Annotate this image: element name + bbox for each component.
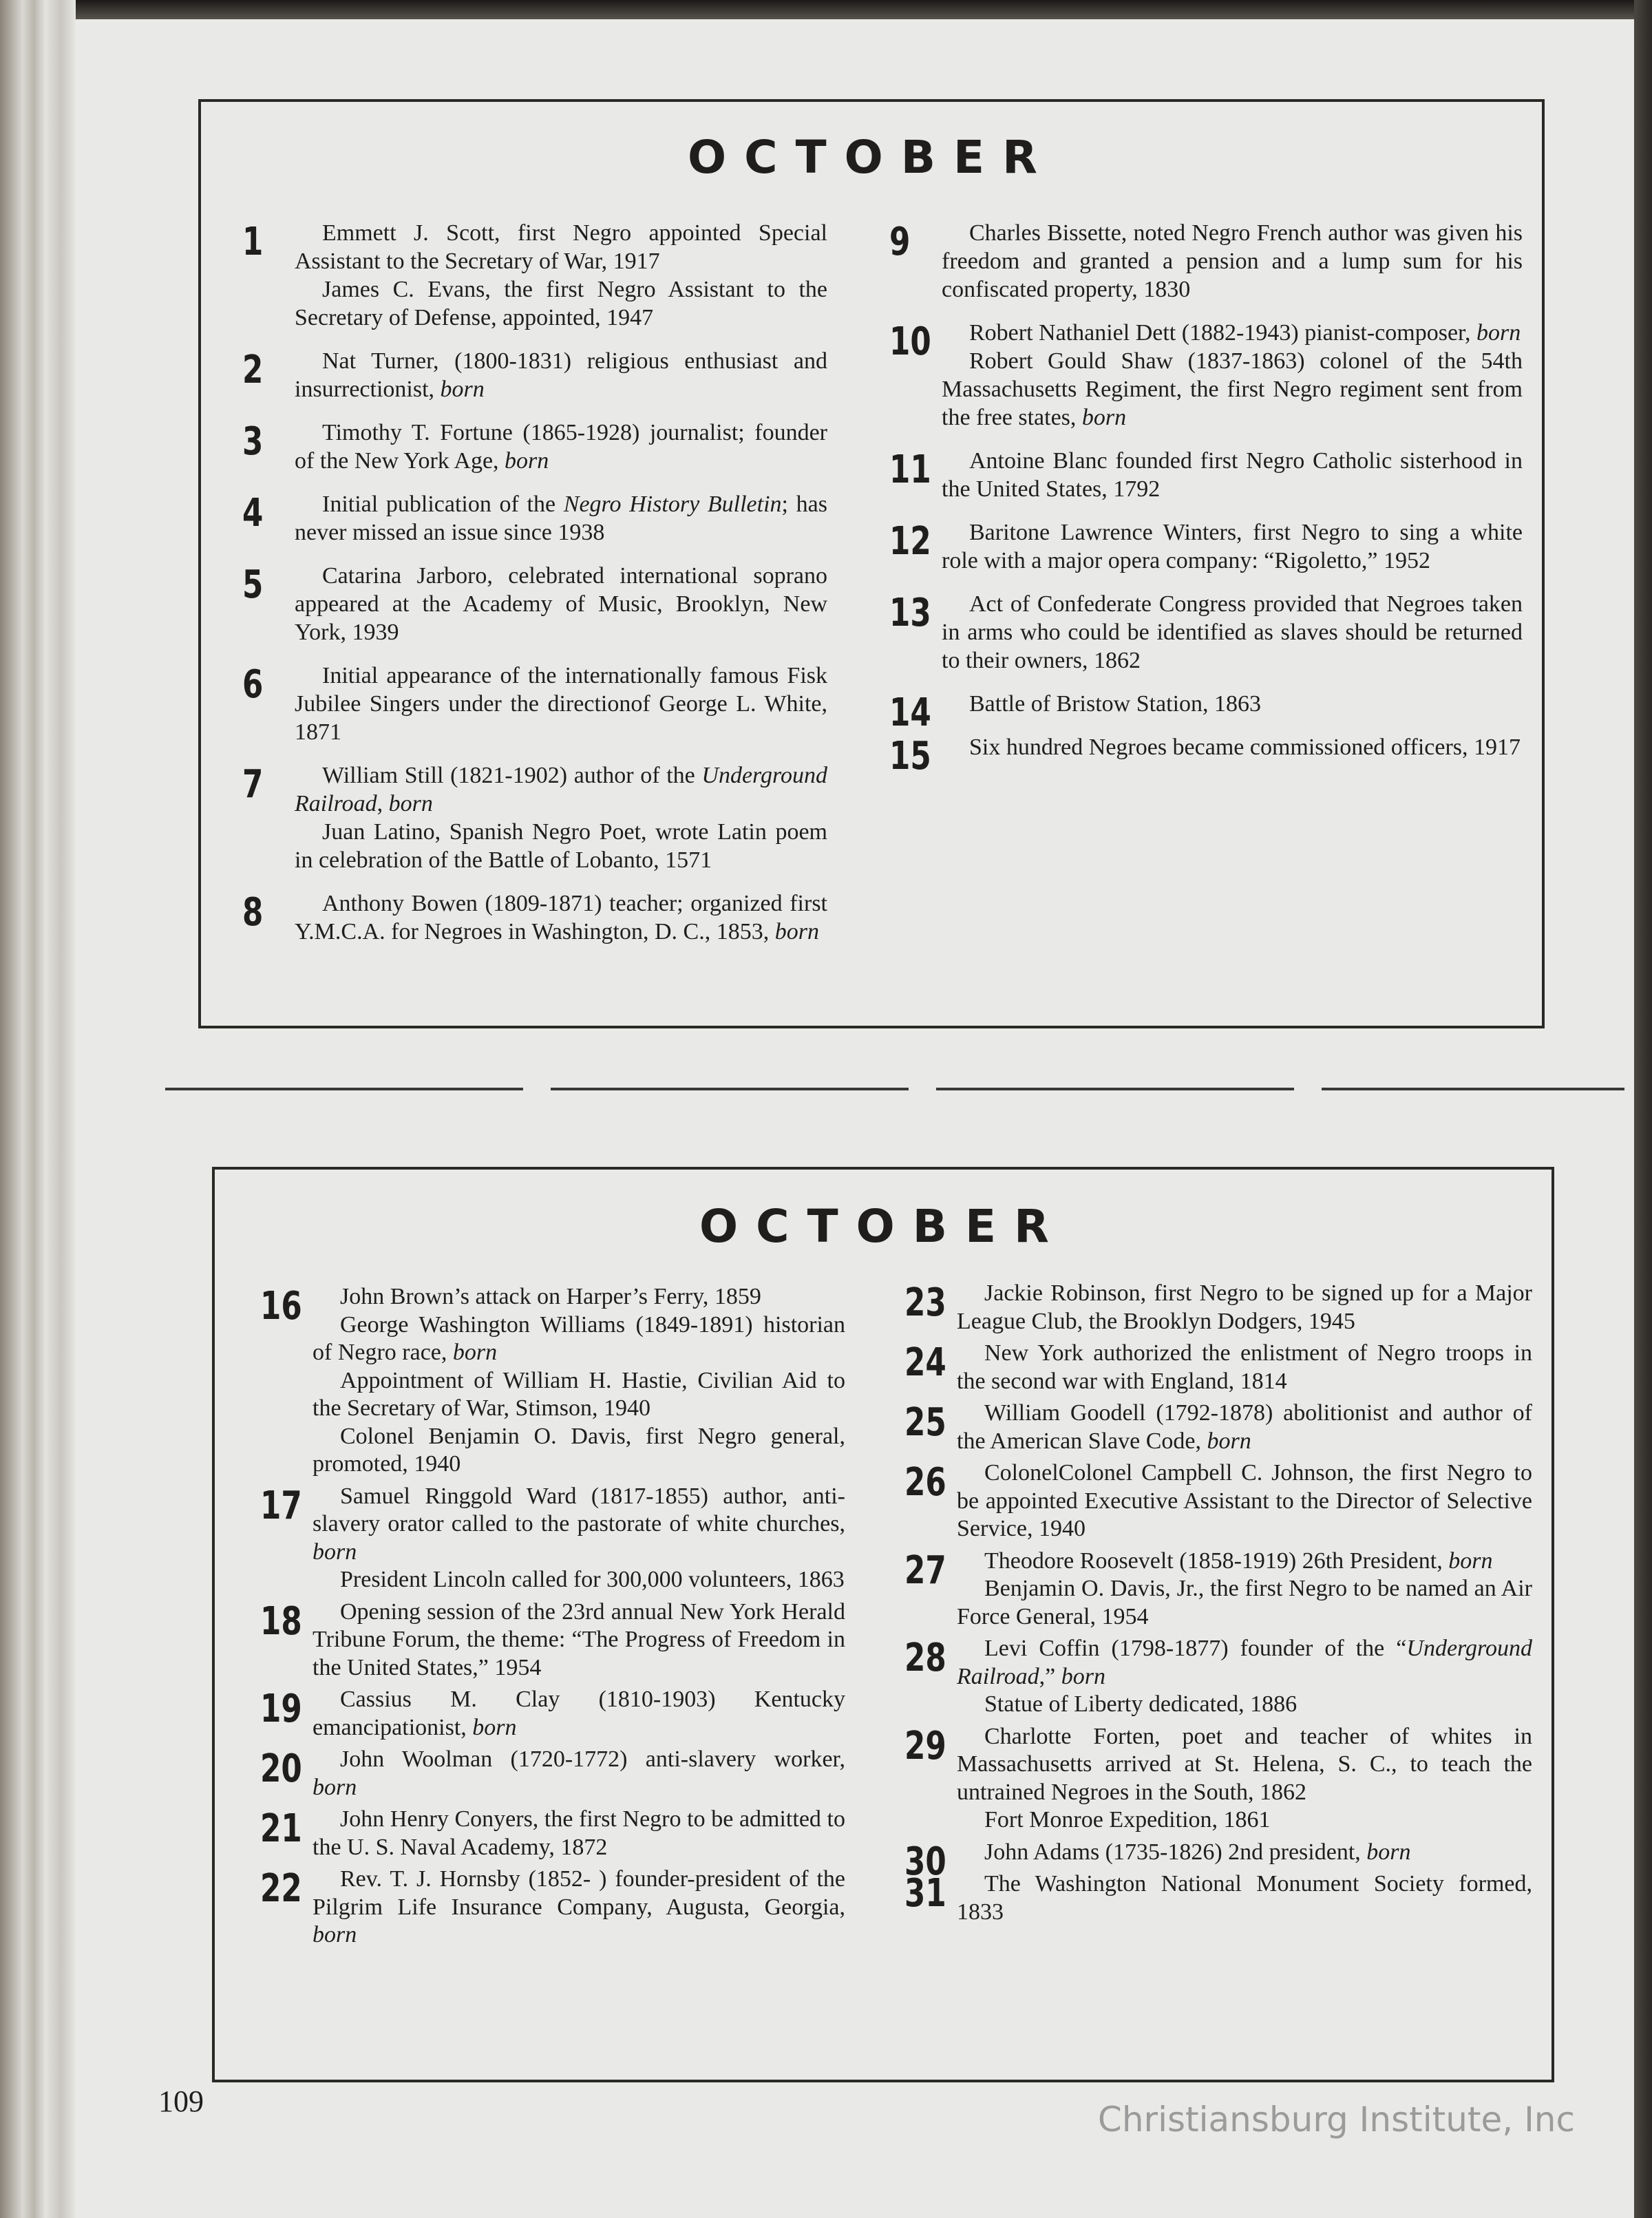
- calendar-entry-21: [260, 1806, 845, 1861]
- calendar-entry-4: [242, 490, 827, 547]
- day-number: 16: [260, 1284, 302, 1329]
- day-number: 24: [904, 1340, 946, 1385]
- page-edge: [0, 0, 76, 2218]
- event-text: James C. Evans, the first Negro Assistant to the Secretary of Defense, appointed, 1947: [295, 277, 827, 330]
- event-text: Initial appearance of the internationally famous Fisk Jubilee Singers under the directionof George L. White, 1871: [295, 663, 827, 745]
- day-number: 27: [904, 1548, 946, 1593]
- event-text: Colonel Benjamin O. Davis, first Negro general, promoted, 1940: [313, 1423, 845, 1477]
- day-number: 17: [260, 1483, 302, 1528]
- day-number: 1: [242, 220, 264, 264]
- day-number: 25: [904, 1400, 946, 1445]
- event-text: Cassius M. Clay (1810-1903) Kentucky emancipationist, born: [313, 1687, 845, 1740]
- day-number: 13: [889, 591, 931, 635]
- day-number: 2: [242, 348, 264, 392]
- calendar-entry-17: [260, 1483, 845, 1594]
- calendar-entry-9: [889, 219, 1523, 304]
- calendar-entry-1: [242, 219, 827, 332]
- day-number: 12: [889, 519, 931, 564]
- divider-dashed-line: [165, 1088, 1624, 1090]
- event-text: Theodore Roosevelt (1858-1919) 26th President, born: [984, 1548, 1493, 1574]
- day-number: 26: [904, 1460, 946, 1505]
- event-text: Statue of Liberty dedicated, 1886: [984, 1691, 1298, 1717]
- calendar-entry-16: [260, 1283, 845, 1479]
- event-text: William Goodell (1792-1878) abolitionist and author of the American Slave Code, born: [957, 1400, 1532, 1454]
- event-text: John Woolman (1720-1772) anti-slavery worker, born: [313, 1746, 845, 1800]
- event-text: President Lincoln called for 300,000 volunteers, 1863: [340, 1567, 845, 1592]
- calendar-entry-30: [904, 1839, 1532, 1884]
- left-column: [242, 219, 827, 961]
- day-number: 23: [904, 1280, 946, 1325]
- day-number: 18: [260, 1598, 302, 1644]
- event-text: John Adams (1735-1826) 2nd president, born: [984, 1839, 1411, 1865]
- day-number: 29: [904, 1723, 946, 1768]
- calendar-entry-14: [889, 690, 1523, 735]
- event-text: Juan Latino, Spanish Negro Poet, wrote Latin poem in celebration of the Battle of Lobanto, 1571: [295, 819, 827, 873]
- event-text: Charles Bissette, noted Negro French author was given his freedom and granted a pension and a lump sum for his confiscated property, 1830: [942, 220, 1523, 302]
- day-number: 8: [242, 890, 264, 935]
- event-text: Act of Confederate Congress provided that Negroes taken in arms who could be identified as slaves should be returned to their owners, 1862: [942, 591, 1523, 673]
- calendar-entry-7: [242, 761, 827, 874]
- right-column: [904, 1280, 1532, 1930]
- event-text: Benjamin O. Davis, Jr., the first Negro to be named an Air Force General, 1954: [957, 1576, 1532, 1629]
- right-shadow: [1634, 0, 1652, 2218]
- day-number: 31: [904, 1871, 946, 1916]
- event-text: Levi Coffin (1798-1877) founder of the “Underground Railroad,” born: [957, 1636, 1532, 1689]
- day-number: 9: [889, 220, 911, 264]
- section-title: OCTOBER: [699, 1200, 1067, 1253]
- day-number: 6: [242, 662, 264, 707]
- calendar-entry-28: [904, 1635, 1532, 1719]
- day-number: 20: [260, 1746, 302, 1791]
- left-column: [260, 1283, 845, 1954]
- day-number: 4: [242, 491, 264, 536]
- calendar-entry-12: [889, 518, 1523, 575]
- day-number: 15: [889, 734, 931, 779]
- calendar-entry-18: [260, 1598, 845, 1682]
- calendar-entry-29: [904, 1723, 1532, 1835]
- event-text: Catarina Jarboro, celebrated international soprano appeared at the Academy of Music, Brooklyn, New York, 1939: [295, 563, 827, 645]
- calendar-entry-31: [904, 1870, 1532, 1926]
- calendar-entry-19: [260, 1686, 845, 1742]
- calendar-entry-15: [889, 733, 1523, 779]
- calendar-entry-27: [904, 1548, 1532, 1631]
- calendar-entry-22: [260, 1866, 845, 1950]
- event-text: George Washington Williams (1849-1891) historian of Negro race, born: [313, 1311, 845, 1365]
- event-text: Opening session of the 23rd annual New York Herald Tribune Forum, the theme: “The Progress of Freedom in the United States,” 1954: [313, 1598, 845, 1680]
- event-text: Initial publication of the Negro History Bulletin; has never missed an issue since 1938: [295, 492, 827, 545]
- event-text: Baritone Lawrence Winters, first Negro to sing a white role with a major opera company: “Rigoletto,” 1952: [942, 520, 1523, 573]
- calendar-entry-2: [242, 347, 827, 403]
- event-text: John Brown’s attack on Harper’s Ferry, 1859: [340, 1284, 761, 1309]
- october-box-2: [212, 1167, 1554, 2082]
- event-text: Timothy T. Fortune (1865-1928) journalist; founder of the New York Age, born: [295, 420, 827, 474]
- calendar-entry-10: [889, 319, 1523, 432]
- calendar-entry-25: [904, 1400, 1532, 1455]
- event-text: Robert Nathaniel Dett (1882-1943) pianist-composer, born: [969, 320, 1521, 346]
- day-number: 21: [260, 1806, 302, 1851]
- day-number: 30: [904, 1839, 946, 1884]
- section-title: OCTOBER: [688, 131, 1055, 184]
- event-text: Appointment of William H. Hastie, Civilian Aid to the Secretary of War, Stimson, 1940: [313, 1367, 845, 1421]
- calendar-entry-3: [242, 419, 827, 475]
- event-text: Fort Monroe Expedition, 1861: [984, 1807, 1271, 1833]
- event-text: Charlotte Forten, poet and teacher of whites in Massachusetts arrived at St. Helena, S. C., to teach the untrained Negroes in the South, 1862: [957, 1723, 1532, 1805]
- event-text: New York authorized the enlistment of Negro troops in the second war with England, 1814: [957, 1340, 1532, 1394]
- calendar-entry-23: [904, 1280, 1532, 1335]
- event-text: Battle of Bristow Station, 1863: [969, 691, 1262, 717]
- event-text: Anthony Bowen (1809-1871) teacher; organized first Y.M.C.A. for Negroes in Washington, D. C., 1853, born: [295, 891, 827, 944]
- page-number: 109: [158, 2084, 204, 2118]
- calendar-entry-5: [242, 562, 827, 646]
- event-text: Emmett J. Scott, first Negro appointed Special Assistant to the Secretary of War, 1917: [295, 220, 827, 274]
- october-box-1: [198, 99, 1545, 1028]
- calendar-entry-24: [904, 1340, 1532, 1395]
- day-number: 19: [260, 1687, 302, 1731]
- day-number: 28: [904, 1636, 946, 1680]
- day-number: 11: [889, 447, 931, 492]
- event-text: John Henry Conyers, the first Negro to be admitted to the U. S. Naval Academy, 1872: [313, 1806, 845, 1860]
- event-text: Robert Gould Shaw (1837-1863) colonel of the 54th Massachusetts Regiment, the first Negro regiment sent from the free states, born: [942, 348, 1523, 430]
- event-text: William Still (1821-1902) author of the Underground Railroad, born: [295, 763, 827, 816]
- watermark: Christiansburg Institute, Inc: [1097, 2100, 1575, 2140]
- day-number: 7: [242, 762, 264, 807]
- event-text: Samuel Ringgold Ward (1817-1855) author, anti-slavery orator called to the pastorate of white churches, born: [313, 1483, 845, 1565]
- event-text: Antoine Blanc founded first Negro Catholic sisterhood in the United States, 1792: [942, 448, 1523, 502]
- event-text: Six hundred Negroes became commissioned officers, 1917: [969, 735, 1521, 760]
- day-number: 3: [242, 419, 264, 464]
- event-text: Jackie Robinson, first Negro to be signed up for a Major League Club, the Brooklyn Dodgers, 1945: [957, 1280, 1532, 1334]
- calendar-entry-20: [260, 1746, 845, 1802]
- calendar-entry-26: [904, 1459, 1532, 1543]
- event-text: ColonelColonel Campbell C. Johnson, the first Negro to be appointed Executive Assistant to the Director of Selective Service, 1940: [957, 1460, 1532, 1541]
- calendar-entry-11: [889, 447, 1523, 503]
- calendar-entry-6: [242, 662, 827, 746]
- day-number: 22: [260, 1866, 302, 1911]
- event-text: Nat Turner, (1800-1831) religious enthusiast and insurrectionist, born: [295, 348, 827, 402]
- event-text: The Washington National Monument Society formed, 1833: [957, 1871, 1532, 1925]
- day-number: 14: [889, 690, 931, 735]
- right-column: [889, 219, 1523, 777]
- day-number: 5: [242, 562, 264, 607]
- event-text: Rev. T. J. Hornsby (1852- ) founder-president of the Pilgrim Life Insurance Company, Augusta, Georgia, born: [313, 1866, 845, 1947]
- calendar-entry-13: [889, 590, 1523, 675]
- day-number: 10: [889, 319, 931, 364]
- top-shadow: [0, 0, 1652, 21]
- calendar-entry-8: [242, 889, 827, 946]
